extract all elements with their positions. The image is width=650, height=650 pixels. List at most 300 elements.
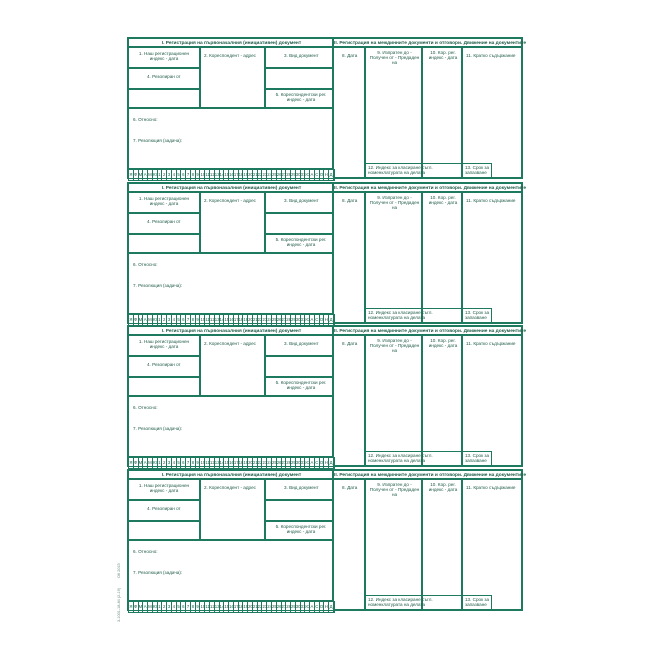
strip-cell[interactable]: Ю [153, 458, 158, 468]
strip-cell[interactable]: М [139, 315, 144, 325]
strip-cell[interactable]: 24 [267, 458, 272, 468]
strip-cell[interactable]: 12 [210, 602, 215, 612]
field-correspondent-index[interactable] [265, 234, 333, 253]
field-resolved-by[interactable] [128, 356, 200, 377]
field-label: 1. Наш регистрационен индекс - дата [138, 483, 190, 494]
right-header-text: II. Регистрация на междинните документи и отговори. Движение на документите [334, 186, 527, 191]
field-classification-index[interactable] [365, 451, 462, 466]
field-blank[interactable] [265, 356, 333, 377]
side-print-number: 3-1001-18-84 (2-19) [117, 588, 121, 622]
left-header-text: I. Регистрация на първоначалния (инициативен) документ [161, 186, 302, 191]
strip-cell[interactable]: 31 [301, 315, 306, 325]
field-correspondent-index[interactable] [265, 521, 333, 540]
strip-cell[interactable]: 7 [186, 458, 191, 468]
strip-cell[interactable]: 7 [186, 170, 191, 180]
field-registration-index[interactable] [128, 335, 200, 356]
right-header-cell [333, 470, 527, 479]
day-month-strip [128, 457, 335, 469]
column-label: 10. Кор. рег. индекс - дата [428, 338, 458, 349]
column-label: 11. Кратко съдържание [466, 485, 516, 490]
strip-cell[interactable]: 16 [229, 458, 234, 468]
field-correspondent[interactable] [200, 335, 265, 396]
strip-cell[interactable]: А [310, 170, 315, 180]
strip-cell[interactable]: 28 [286, 315, 291, 325]
strip-cell[interactable]: 8 [191, 170, 196, 180]
strip-cell[interactable]: 27 [282, 315, 287, 325]
column-label: 8. Дата [342, 341, 358, 346]
strip-cell[interactable]: Д [329, 602, 334, 612]
strip-cell[interactable]: М [148, 458, 153, 468]
strip-cell[interactable]: Н [324, 315, 329, 325]
strip-cell[interactable]: 14 [220, 458, 225, 468]
strip-cell[interactable]: А [310, 315, 315, 325]
strip-cell[interactable]: Ф [134, 458, 139, 468]
strip-cell[interactable]: 10 [200, 458, 205, 468]
strip-cell[interactable]: 13 [215, 602, 220, 612]
strip-cell[interactable]: Ф [134, 315, 139, 325]
left-header-cell [128, 326, 333, 335]
strip-cell[interactable]: 19 [243, 315, 248, 325]
field-label: 4. Резолиран от [147, 74, 181, 79]
column-label: 9. Изпратен до - Получен от - Предаден на [369, 195, 420, 211]
strip-cell[interactable]: М [148, 602, 153, 612]
strip-cell[interactable]: 1 [158, 170, 163, 180]
strip-cell[interactable]: 20 [248, 315, 253, 325]
strip-cell[interactable]: 27 [282, 458, 287, 468]
field-label: 3. Вид документ [284, 198, 319, 203]
strip-cell[interactable]: А [310, 602, 315, 612]
column-label: 9. Изпратен до - Получен от - Предаден на [369, 482, 420, 498]
column-label: 10. Кор. рег. индекс - дата [428, 482, 458, 493]
strip-cell[interactable]: 12 [210, 315, 215, 325]
column-label: 10. Кор. рег. индекс - дата [428, 195, 458, 206]
strip-cell[interactable]: С [315, 315, 320, 325]
strip-cell[interactable]: 14 [220, 602, 225, 612]
strip-cell[interactable]: 7 [186, 602, 191, 612]
strip-cell[interactable]: 21 [253, 602, 258, 612]
strip-cell[interactable]: 13 [215, 170, 220, 180]
field-document-type[interactable] [265, 192, 333, 213]
strip-cell[interactable]: 25 [272, 315, 277, 325]
strip-cell[interactable]: Д [329, 170, 334, 180]
column-correspondent-reg[interactable] [422, 47, 462, 178]
strip-cell[interactable]: 4 [172, 602, 177, 612]
strip-cell[interactable]: 2 [162, 602, 167, 612]
strip-cell[interactable]: 3 [167, 458, 172, 468]
strip-cell[interactable]: 5 [177, 458, 182, 468]
strip-cell[interactable]: 28 [286, 170, 291, 180]
field-retention-period[interactable] [462, 451, 492, 466]
column-label: 9. Изпратен до - Получен от - Предаден на [369, 338, 420, 354]
field-label: 13. Срок за запазване [465, 597, 490, 608]
field-label: 5. Кореспондентски рег. индекс - дата [275, 380, 327, 391]
left-header-text: I. Регистрация на първоначалния (инициативен) документ [161, 329, 302, 334]
strip-cell[interactable]: 14 [220, 170, 225, 180]
field-label: 5. Кореспондентски рег. индекс - дата [275, 524, 327, 535]
strip-cell[interactable]: Ю [305, 458, 310, 468]
field-label: 3. Вид документ [284, 53, 319, 58]
strip-cell[interactable]: 9 [196, 458, 201, 468]
strip-cell[interactable]: М [148, 315, 153, 325]
strip-cell[interactable]: А [143, 458, 148, 468]
strip-cell[interactable]: М [148, 170, 153, 180]
strip-cell[interactable]: Я [129, 170, 134, 180]
strip-cell[interactable]: 22 [258, 170, 263, 180]
registration-card-2 [127, 182, 527, 324]
left-header-cell [128, 470, 333, 479]
strip-cell[interactable]: 26 [277, 170, 282, 180]
field-label-resolution: 7. Резолюция (задача): [133, 570, 183, 575]
field-label: 12. Индекс за класиране съгл. номенклатурата на делата [368, 453, 433, 464]
field-label-resolution: 7. Резолюция (задача): [133, 138, 183, 143]
strip-cell[interactable]: А [143, 602, 148, 612]
strip-cell[interactable]: 23 [262, 315, 267, 325]
strip-cell[interactable]: 10 [200, 602, 205, 612]
column-label: 8. Дата [342, 485, 358, 490]
column-summary[interactable] [462, 192, 522, 323]
field-label: 1. Наш регистрационен индекс - дата [138, 339, 190, 350]
field-correspondent[interactable] [200, 479, 265, 540]
strip-cell[interactable]: Я [129, 315, 134, 325]
strip-cell[interactable]: Ю [305, 315, 310, 325]
strip-cell[interactable]: 30 [296, 458, 301, 468]
column-correspondent-reg[interactable] [422, 192, 462, 323]
strip-cell[interactable]: О [320, 602, 325, 612]
field-resolved-by[interactable] [128, 213, 200, 234]
field-blank[interactable] [128, 377, 200, 396]
strip-cell[interactable]: 15 [224, 458, 229, 468]
strip-cell[interactable]: 10 [200, 315, 205, 325]
strip-cell[interactable]: 9 [196, 315, 201, 325]
strip-cell[interactable]: 23 [262, 458, 267, 468]
field-label: 13. Срок за запазване [465, 165, 490, 176]
field-classification-index[interactable] [365, 595, 462, 610]
strip-cell[interactable]: 30 [296, 602, 301, 612]
strip-cell[interactable]: Н [324, 602, 329, 612]
strip-cell[interactable]: 26 [277, 602, 282, 612]
strip-cell[interactable]: 26 [277, 315, 282, 325]
field-retention-period[interactable] [462, 595, 492, 610]
field-label: 5. Кореспондентски рег. индекс - дата [275, 237, 327, 248]
strip-cell[interactable]: 29 [291, 458, 296, 468]
strip-cell[interactable]: 15 [224, 170, 229, 180]
strip-cell[interactable]: 20 [248, 458, 253, 468]
field-blank[interactable] [265, 68, 333, 89]
side-print-code: ОК 2015 [117, 563, 121, 578]
strip-cell[interactable]: Н [324, 458, 329, 468]
field-label: 3. Вид документ [284, 485, 319, 490]
column-date[interactable] [333, 192, 365, 323]
strip-cell[interactable]: 3 [167, 315, 172, 325]
strip-cell[interactable]: 1 [158, 315, 163, 325]
strip-cell[interactable]: Я [129, 602, 134, 612]
column-date[interactable] [333, 335, 365, 466]
strip-cell[interactable]: 16 [229, 602, 234, 612]
field-blank[interactable] [128, 234, 200, 253]
strip-cell[interactable]: 18 [239, 458, 244, 468]
strip-cell[interactable]: 5 [177, 602, 182, 612]
field-label: 2. Кореспондент - адрес [204, 341, 256, 346]
field-subject-resolution[interactable] [128, 253, 333, 314]
right-header-text: II. Регистрация на междинните документи и отговори. Движение на документите [334, 41, 527, 46]
column-summary[interactable] [462, 47, 522, 178]
strip-cell[interactable]: 28 [286, 458, 291, 468]
field-label: 4. Резолиран от [147, 362, 181, 367]
strip-cell[interactable]: 16 [229, 170, 234, 180]
field-document-type[interactable] [265, 335, 333, 356]
field-label: 1. Наш регистрационен индекс - дата [138, 196, 190, 207]
strip-cell[interactable]: Ю [153, 315, 158, 325]
field-label: 12. Индекс за класиране съгл. номенклатурата на делата [368, 597, 433, 608]
column-label: 11. Кратко съдържание [466, 341, 516, 346]
field-label-subject: 6. Относно: [133, 262, 158, 267]
field-document-type[interactable] [265, 47, 333, 68]
field-resolved-by[interactable] [128, 500, 200, 521]
strip-cell[interactable]: Ю [153, 170, 158, 180]
column-correspondent-reg[interactable] [422, 479, 462, 610]
column-label: 11. Кратко съдържание [466, 53, 516, 58]
strip-cell[interactable]: 12 [210, 170, 215, 180]
strip-cell[interactable]: А [143, 315, 148, 325]
strip-cell[interactable]: 26 [277, 458, 282, 468]
strip-cell[interactable]: 12 [210, 458, 215, 468]
strip-cell[interactable]: 22 [258, 315, 263, 325]
strip-cell[interactable]: 30 [296, 315, 301, 325]
field-label: 12. Индекс за класиране съгл. номенклатурата на делата [368, 165, 433, 176]
field-blank[interactable] [265, 500, 333, 521]
field-label: 2. Кореспондент - адрес [204, 198, 256, 203]
strip-cell[interactable]: 24 [267, 315, 272, 325]
strip-cell[interactable]: 3 [167, 602, 172, 612]
strip-cell[interactable]: С [315, 170, 320, 180]
strip-cell[interactable]: 6 [181, 170, 186, 180]
strip-cell[interactable]: 8 [191, 315, 196, 325]
strip-cell[interactable]: 13 [215, 315, 220, 325]
registration-card-4 [127, 469, 527, 611]
field-subject-resolution[interactable] [128, 396, 333, 457]
field-label: 3. Вид документ [284, 341, 319, 346]
field-correspondent-index[interactable] [265, 89, 333, 108]
strip-cell[interactable]: 21 [253, 458, 258, 468]
field-correspondent[interactable] [200, 47, 265, 108]
strip-cell[interactable]: 8 [191, 602, 196, 612]
strip-cell[interactable]: А [310, 458, 315, 468]
strip-cell[interactable]: 24 [267, 602, 272, 612]
field-classification-index[interactable] [365, 308, 462, 323]
strip-cell[interactable]: 7 [186, 315, 191, 325]
strip-cell[interactable]: О [320, 315, 325, 325]
strip-cell[interactable]: 31 [301, 602, 306, 612]
strip-cell[interactable]: А [143, 170, 148, 180]
field-resolved-by[interactable] [128, 68, 200, 89]
field-label: 4. Резолиран от [147, 506, 181, 511]
column-label: 8. Дата [342, 198, 358, 203]
strip-cell[interactable]: 23 [262, 170, 267, 180]
strip-cell[interactable]: 25 [272, 170, 277, 180]
strip-cell[interactable]: 28 [286, 602, 291, 612]
strip-cell[interactable]: 9 [196, 170, 201, 180]
field-registration-index[interactable] [128, 192, 200, 213]
strip-cell[interactable]: 17 [234, 458, 239, 468]
strip-cell[interactable]: 22 [258, 458, 263, 468]
day-month-strip [128, 169, 335, 181]
column-label: 11. Кратко съдържание [466, 198, 516, 203]
field-label-resolution: 7. Резолюция (задача): [133, 283, 183, 288]
field-correspondent-index[interactable] [265, 377, 333, 396]
strip-cell[interactable]: 2 [162, 170, 167, 180]
strip-cell[interactable]: 21 [253, 315, 258, 325]
strip-cell[interactable]: 11 [205, 170, 210, 180]
strip-cell[interactable]: 18 [239, 315, 244, 325]
column-label: 8. Дата [342, 53, 358, 58]
strip-cell[interactable]: М [139, 602, 144, 612]
left-header-text: I. Регистрация на първоначалния (инициативен) документ [161, 41, 302, 46]
field-retention-period[interactable] [462, 308, 492, 323]
strip-cell[interactable]: Ю [153, 602, 158, 612]
field-blank[interactable] [265, 213, 333, 234]
strip-cell[interactable]: 17 [234, 315, 239, 325]
field-retention-period[interactable] [462, 163, 492, 178]
strip-cell[interactable]: 23 [262, 602, 267, 612]
field-label-resolution: 7. Резолюция (задача): [133, 426, 183, 431]
strip-cell[interactable]: 2 [162, 315, 167, 325]
right-header-text: II. Регистрация на междинните документи и отговори. Движение на документите [334, 473, 527, 478]
field-label: 13. Срок за запазване [465, 310, 490, 321]
strip-cell[interactable]: 8 [191, 458, 196, 468]
column-date[interactable] [333, 479, 365, 610]
field-subject-resolution[interactable] [128, 540, 333, 601]
strip-cell[interactable]: 22 [258, 602, 263, 612]
strip-cell[interactable]: 19 [243, 458, 248, 468]
strip-cell[interactable]: 20 [248, 602, 253, 612]
strip-cell[interactable]: С [315, 602, 320, 612]
strip-cell[interactable]: 5 [177, 170, 182, 180]
strip-cell[interactable]: 19 [243, 170, 248, 180]
strip-cell[interactable]: 30 [296, 170, 301, 180]
strip-cell[interactable]: 16 [229, 315, 234, 325]
strip-cell[interactable]: 21 [253, 170, 258, 180]
column-sent-received[interactable] [365, 479, 422, 610]
strip-cell[interactable]: Д [329, 458, 334, 468]
strip-cell[interactable]: 17 [234, 602, 239, 612]
field-label: 4. Резолиран от [147, 219, 181, 224]
strip-cell[interactable]: 25 [272, 602, 277, 612]
strip-cell[interactable]: 5 [177, 315, 182, 325]
strip-cell[interactable]: О [320, 458, 325, 468]
strip-cell[interactable]: Ф [134, 602, 139, 612]
strip-cell[interactable]: 1 [158, 458, 163, 468]
column-sent-received[interactable] [365, 335, 422, 466]
strip-cell[interactable]: 11 [205, 315, 210, 325]
right-header-cell [333, 38, 527, 47]
strip-cell[interactable]: 6 [181, 602, 186, 612]
strip-cell[interactable]: М [139, 170, 144, 180]
registration-card-3 [127, 325, 527, 467]
strip-cell[interactable]: 1 [158, 602, 163, 612]
column-label: 9. Изпратен до - Получен от - Предаден на [369, 50, 420, 66]
strip-cell[interactable]: 4 [172, 315, 177, 325]
column-label: 10. Кор. рег. индекс - дата [428, 50, 458, 61]
strip-cell[interactable]: 14 [220, 315, 225, 325]
right-header-text: II. Регистрация на междинните документи и отговори. Движение на документите [334, 329, 527, 334]
strip-cell[interactable]: 15 [224, 315, 229, 325]
column-summary[interactable] [462, 335, 522, 466]
strip-cell[interactable]: 31 [301, 458, 306, 468]
strip-cell[interactable]: 11 [205, 458, 210, 468]
strip-cell[interactable]: С [315, 458, 320, 468]
left-header-cell [128, 38, 333, 47]
strip-cell[interactable]: 20 [248, 170, 253, 180]
field-blank[interactable] [128, 89, 200, 108]
column-sent-received[interactable] [365, 192, 422, 323]
strip-cell[interactable]: 9 [196, 602, 201, 612]
strip-cell[interactable]: 29 [291, 602, 296, 612]
strip-cell[interactable]: 31 [301, 170, 306, 180]
strip-cell[interactable]: 10 [200, 170, 205, 180]
field-blank[interactable] [128, 521, 200, 540]
column-correspondent-reg[interactable] [422, 335, 462, 466]
strip-cell[interactable]: 6 [181, 315, 186, 325]
strip-cell[interactable]: 27 [282, 602, 287, 612]
strip-cell[interactable]: Я [129, 458, 134, 468]
field-label-subject: 6. Относно: [133, 117, 158, 122]
left-header-text: I. Регистрация на първоначалния (инициативен) документ [161, 473, 302, 478]
strip-cell[interactable]: 18 [239, 602, 244, 612]
strip-cell[interactable]: М [139, 458, 144, 468]
strip-cell[interactable]: Д [329, 315, 334, 325]
strip-cell[interactable]: Ф [134, 170, 139, 180]
strip-cell[interactable]: Ю [305, 602, 310, 612]
column-sent-received[interactable] [365, 47, 422, 178]
strip-cell[interactable]: 2 [162, 458, 167, 468]
day-month-strip [128, 601, 335, 613]
strip-cell[interactable]: 19 [243, 602, 248, 612]
strip-cell[interactable]: 24 [267, 170, 272, 180]
strip-cell[interactable]: 18 [239, 170, 244, 180]
strip-cell[interactable]: Ю [305, 170, 310, 180]
field-label: 1. Наш регистрационен индекс - дата [138, 51, 190, 62]
strip-cell[interactable]: 29 [291, 170, 296, 180]
strip-cell[interactable]: 6 [181, 458, 186, 468]
field-label: 2. Кореспондент - адрес [204, 53, 256, 58]
strip-cell[interactable]: 25 [272, 458, 277, 468]
right-header-cell [333, 326, 527, 335]
strip-cell[interactable]: Н [324, 170, 329, 180]
column-date[interactable] [333, 47, 365, 178]
strip-cell[interactable]: 27 [282, 170, 287, 180]
strip-cell[interactable]: 15 [224, 602, 229, 612]
column-summary[interactable] [462, 479, 522, 610]
strip-cell[interactable]: 11 [205, 602, 210, 612]
strip-cell[interactable]: 4 [172, 458, 177, 468]
strip-cell[interactable]: 13 [215, 458, 220, 468]
strip-cell[interactable]: 3 [167, 170, 172, 180]
field-subject-resolution[interactable] [128, 108, 333, 169]
strip-cell[interactable]: 4 [172, 170, 177, 180]
right-header-cell [333, 183, 527, 192]
left-header-cell [128, 183, 333, 192]
field-correspondent[interactable] [200, 192, 265, 253]
strip-cell[interactable]: О [320, 170, 325, 180]
field-registration-index[interactable] [128, 47, 200, 68]
field-label-subject: 6. Относно: [133, 405, 158, 410]
field-classification-index[interactable] [365, 163, 462, 178]
strip-cell[interactable]: 29 [291, 315, 296, 325]
field-document-type[interactable] [265, 479, 333, 500]
field-label-subject: 6. Относно: [133, 549, 158, 554]
strip-cell[interactable]: 17 [234, 170, 239, 180]
field-registration-index[interactable] [128, 479, 200, 500]
